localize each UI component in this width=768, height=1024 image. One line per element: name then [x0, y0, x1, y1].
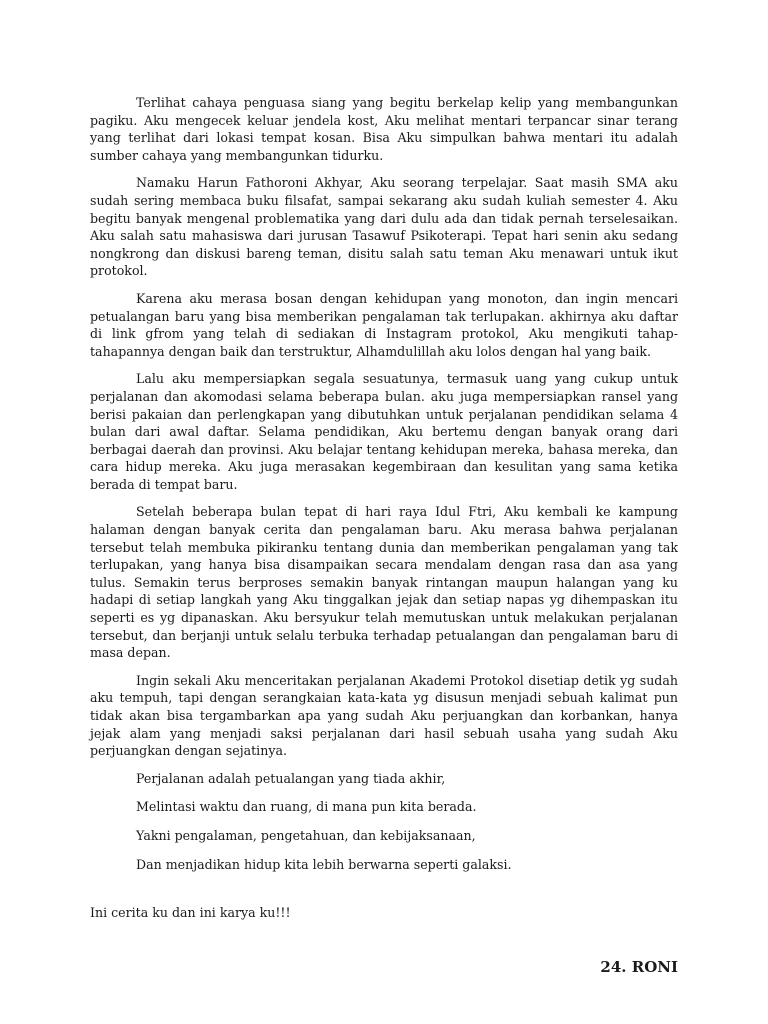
paragraph-5: Setelah beberapa bulan tepat di hari raya Idul Ftri, Aku kembali ke kampung halaman dengan banyak cerita dan pengalaman baru. Aku merasa bahwa perjalanan tersebut telah membuka pikiranku tentang dunia dan memberikan pengalaman yang tak terlupakan, yang hanya bisa disampaikan secara mendalam dengan rasa dan asa yang tulus. Semakin terus berproses semakin banyak rintangan maupun halangan yang ku hadapi di setiap langkah yang Aku tinggalkan jejak dan setiap napas yg dihempaskan itu seperti es yg dipanaskan. Aku bersyukur telah memutuskan untuk melakukan perjalanan tersebut, dan berjanji untuk selalu terbuka terhadap petualangan dan pengalaman baru di masa depan. [90, 504, 678, 661]
paragraph-3: Karena aku merasa bosan dengan kehidupan yang monoton, dan ingin mencari petualangan baru yang bisa memberikan pengalaman tak terlupakan. akhirnya aku daftar di link gfrom yang telah di sediakan di Instagram protokol, Aku mengikuti tahap-tahapannya dengan baik dan terstruktur, Alhamdulillah aku lolos dengan hal yang baik. [90, 290, 678, 359]
document-body [90, 94, 678, 922]
poem-block [136, 770, 678, 873]
poem-line-3: Yakni pengalaman, pengetahuan, dan kebijaksanaan, [136, 827, 476, 843]
poem-line-4: Dan menjadikan hidup kita lebih berwarna seperti galaksi. [136, 856, 512, 872]
paragraph-2: Namaku Harun Fathoroni Akhyar, Aku seorang terpelajar. Saat masih SMA aku sudah sering membaca buku filsafat, sampai sekarang aku sudah kuliah semester 4. Aku begitu banyak mengenal problematika yang dari dulu ada dan tidak pernah terselesaikan. Aku salah satu mahasiswa dari jurusan Tasawuf Psikoterapi. Tepat hari senin aku sedang nongkrong dan diskusi bareng teman, disitu salah satu teman Aku menawari untuk ikut protokol. [90, 175, 678, 279]
closing-line: Ini cerita ku dan ini karya ku!!! [90, 905, 291, 921]
poem-line-2: Melintasi waktu dan ruang, di mana pun kita berada. [136, 799, 477, 815]
author-signature: 24. RONI [600, 958, 678, 976]
paragraph-1: Terlihat cahaya penguasa siang yang begitu berkelap kelip yang membangunkan pagiku. Aku mengecek keluar jendela kost, Aku melihat mentari terpancar sinar terang yang terlihat dari lokasi tempat kosan. Bisa Aku simpulkan bahwa mentari itu adalah sumber cahaya yang membangunkan tidurku. [90, 95, 678, 163]
paragraph-4: Lalu aku mempersiapkan segala sesuatunya, termasuk uang yang cukup untuk perjalanan dan akomodasi selama beberapa bulan. aku juga mempersiapkan ransel yang berisi pakaian dan perlengkapan yang dibutuhkan untuk perjalanan pendidikan selama 4 bulan dari awal daftar. Selama pendidikan, Aku bertemu dengan banyak orang dari berbagai daerah dan provinsi. Aku belajar tentang kehidupan mereka, bahasa mereka, dan cara hidup mereka. Aku juga merasakan kegembiraan dan kesulitan yang sama ketika berada di tempat baru. [90, 371, 678, 492]
paragraph-6: Ingin sekali Aku menceritakan perjalanan Akademi Protokol disetiap detik yg sudah aku tempuh, tapi dengan serangkaian kata-kata yg disusun menjadi sebuah kalimat pun tidak akan bisa tergambarkan apa yang sudah Aku perjuangkan dan korbankan, hanya jejak alam yang menjadi saksi perjalanan dari hasil sebuah usaha yang sudah Aku perjuangkan dengan sejatinya. [90, 672, 678, 759]
poem-line-1: Perjalanan adalah petualangan yang tiada akhir, [136, 770, 446, 786]
